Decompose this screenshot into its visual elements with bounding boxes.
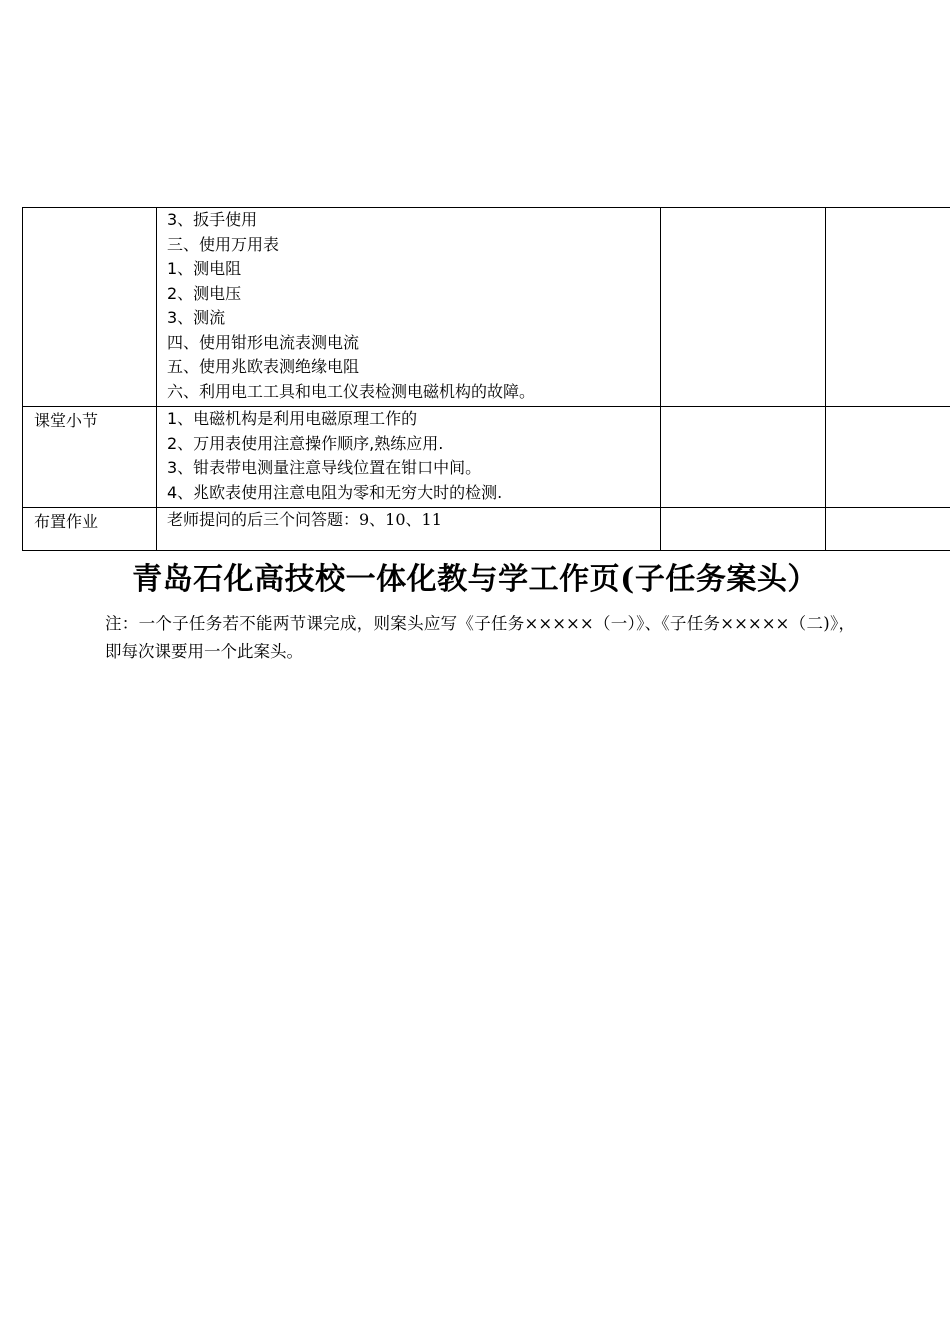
content-line: 2、万用表使用注意操作顺序,熟练应用. [167,433,444,453]
content-line: 2、测电压 [167,283,242,303]
blank-cell [661,208,826,407]
table-row [23,407,950,508]
blank-cell [826,508,950,551]
row-label: 布置作业 [23,508,157,551]
row-content [157,208,661,407]
content-line: 1、测电阻 [167,259,242,278]
table-row [23,208,950,407]
content-line: 老师提问的后三个问答题：9、10、11 [167,510,442,529]
blank-cell [826,407,950,508]
page-title: 青岛石化高技校一体化教与学工作页(子任务案头） [132,562,818,597]
content-line: 4、兆欧表使用注意电阻为零和无穷大时的检测. [167,482,503,502]
content-line: 三、使用万用表 [167,234,280,254]
content-line: 五、使用兆欧表测绝缘电阻 [167,357,360,376]
table-row [23,508,950,551]
lesson-plan-table [22,207,950,551]
blank-cell [826,208,950,407]
content-line: 3、扳手使用 [167,210,258,229]
content-line: 四、使用钳形电流表测电流 [167,332,360,352]
blank-cell [661,407,826,508]
row-label: 课堂小节 [23,407,157,508]
row-content [157,407,661,508]
content-line: 3、测流 [167,308,226,327]
row-label [23,208,157,407]
content-line: 1、电磁机构是利用电磁原理工作的 [167,409,418,428]
blank-cell [661,508,826,551]
content-line: 六、利用电工工具和电工仪表检测电磁机构的故障。 [167,381,536,401]
note-paragraph: 注：一个子任务若不能两节课完成，则案头应写《子任务×××××（一）》、《子任务×××××（二)》，即每次课要用一个此案头。 [105,614,855,661]
content-line: 3、钳表带电测量注意导线位置在钳口中间。 [167,458,482,477]
row-content [157,508,661,551]
